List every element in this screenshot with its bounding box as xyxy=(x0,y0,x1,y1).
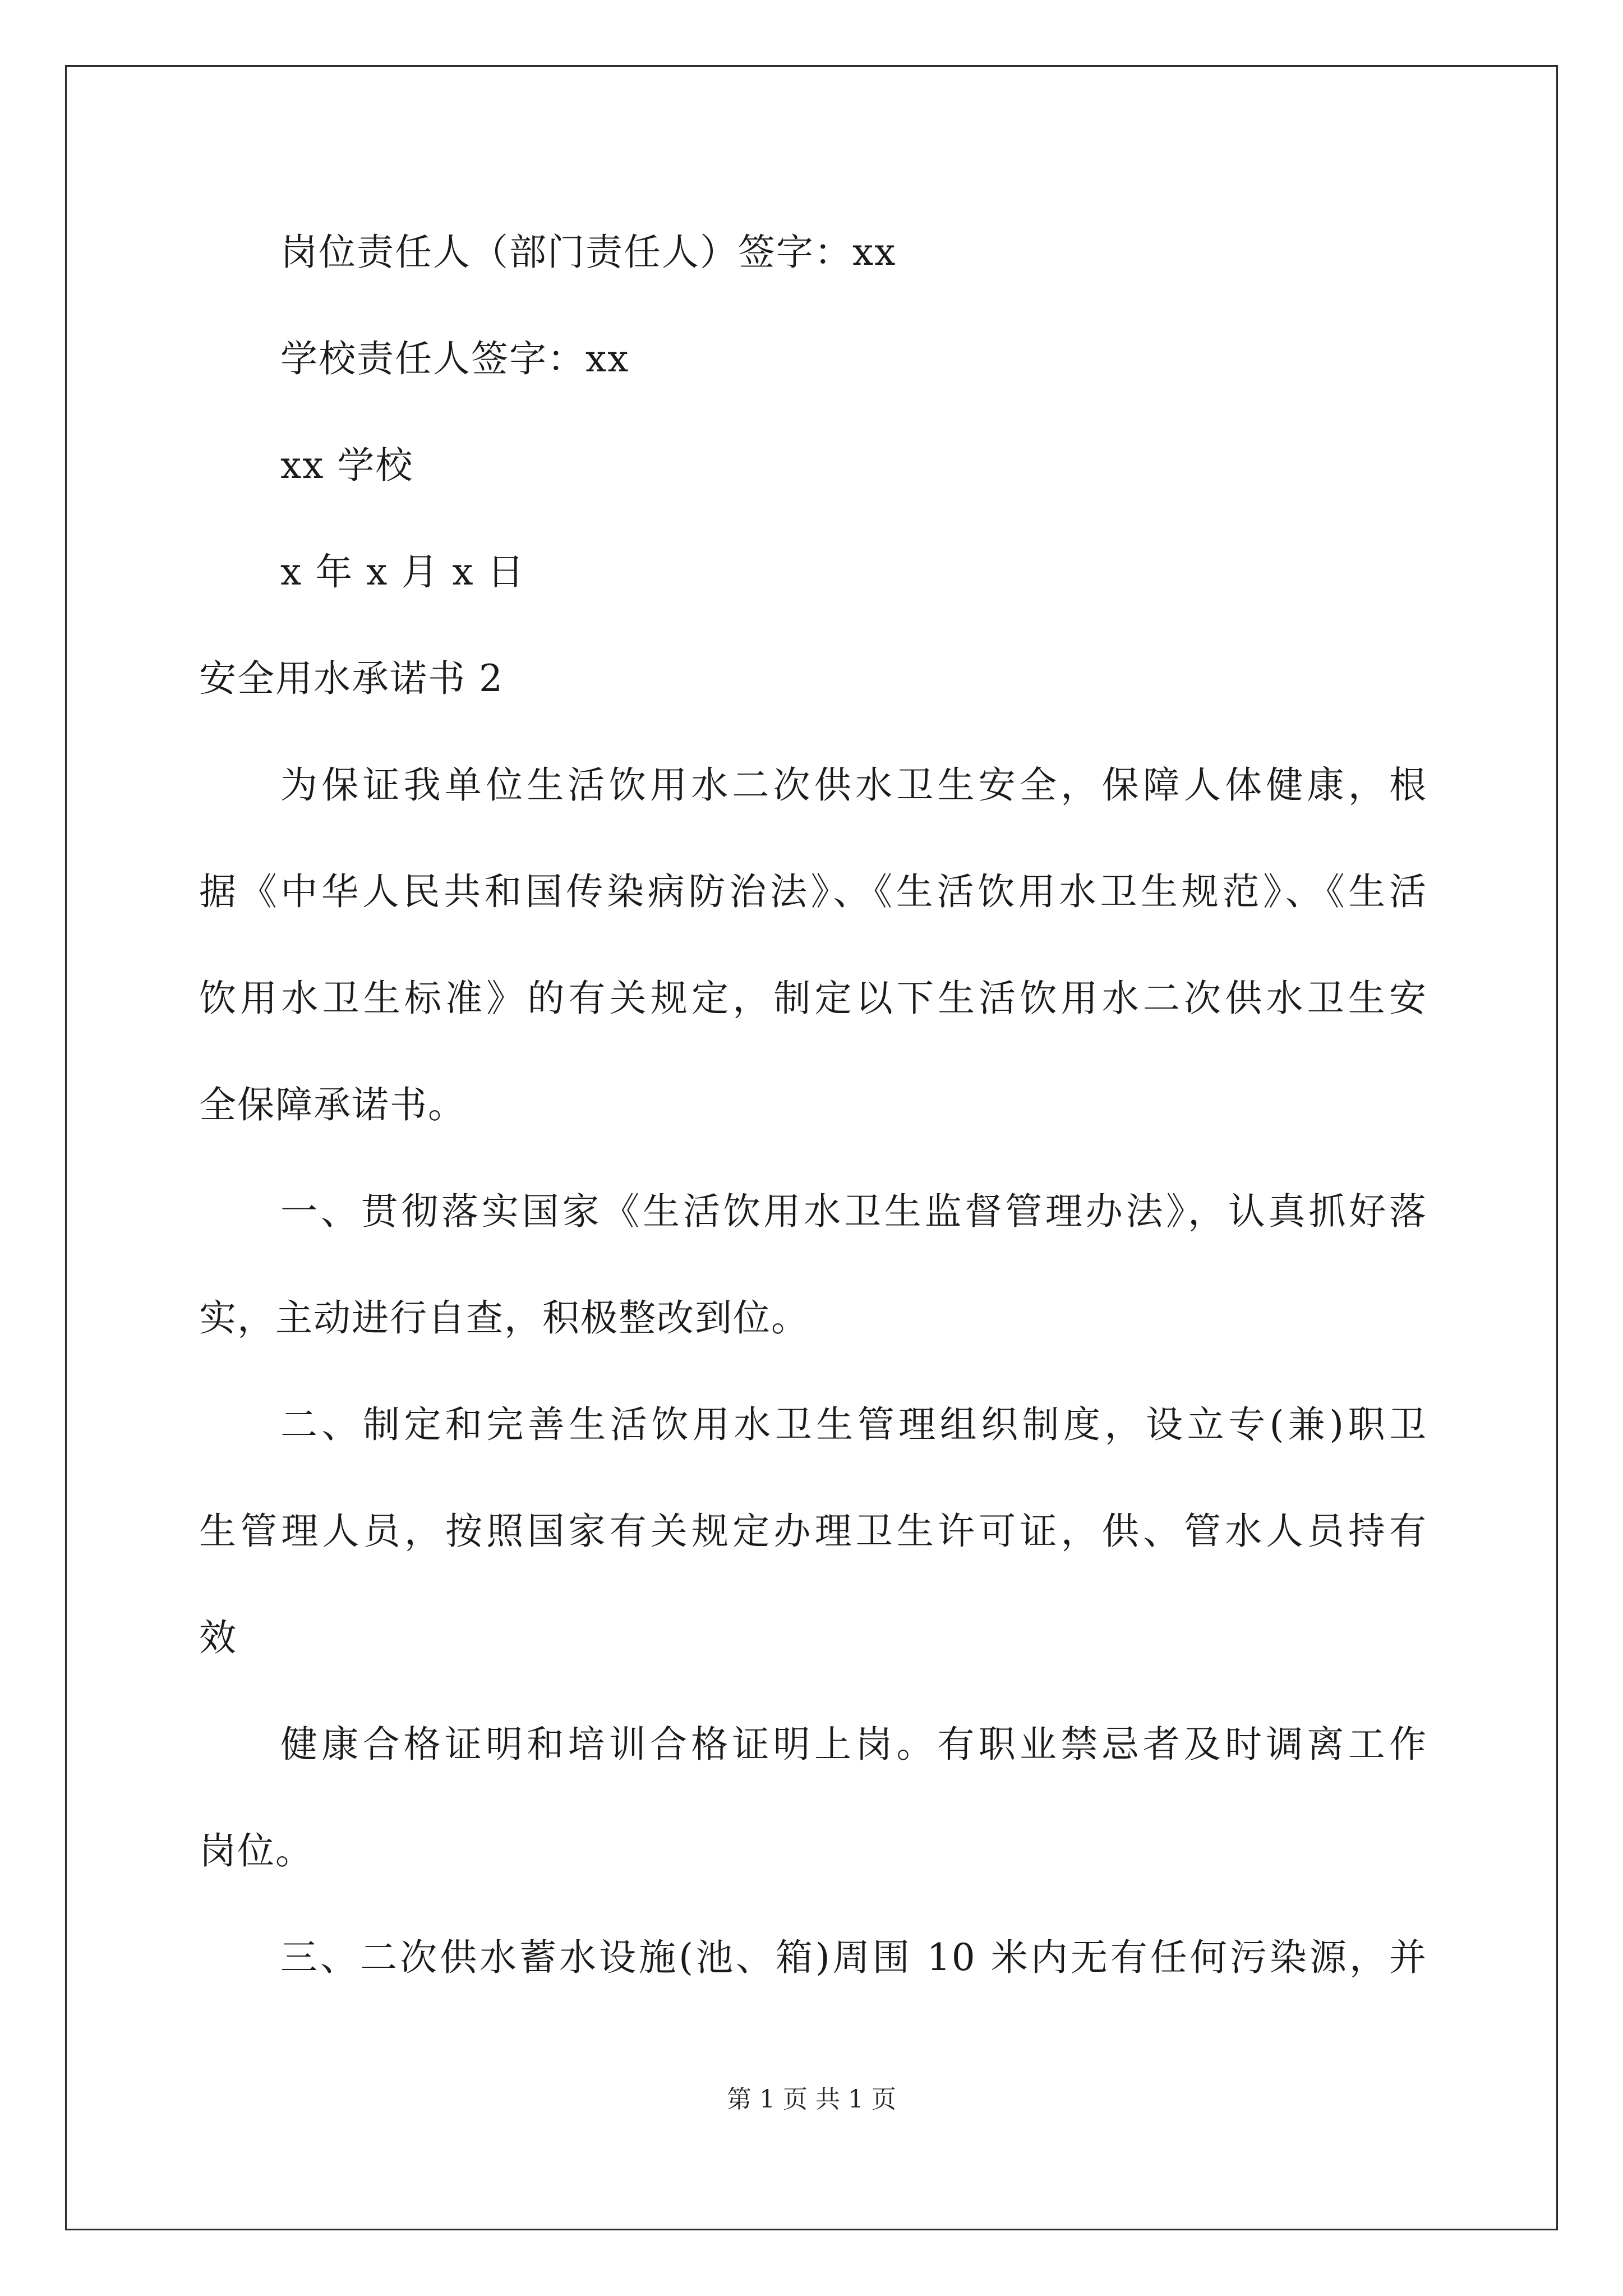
signature-school-responsible: 学校责任人签字：xx xyxy=(280,337,630,380)
paragraph-line: 全保障承诺书。 xyxy=(199,1083,466,1126)
paragraph-line: 健康合格证明和培训合格证明上岗。有职业禁忌者及时调离工作 xyxy=(280,1723,1427,1766)
signature-position-responsible: 岗位责任人（部门责任人）签字：xx xyxy=(280,231,897,274)
paragraph-line: 岗位。 xyxy=(199,1829,313,1872)
paragraph-line: 饮用水卫生标准》的有关规定，制定以下生活饮用水二次供水卫生安 xyxy=(199,977,1427,1020)
paragraph-line: 三、二次供水蓄水设施(池、箱)周围 10 米内无有任何污染源，并 xyxy=(280,1936,1427,1979)
date-line: x 年 x 月 x 日 xyxy=(280,550,525,593)
section-title: 安全用水承诺书 2 xyxy=(199,657,504,700)
paragraph-line: 效 xyxy=(199,1616,237,1659)
paragraph-line: 生管理人员，按照国家有关规定办理卫生许可证，供、管水人员持有 xyxy=(199,1510,1427,1553)
paragraph-line: 实，主动进行自查，积极整改到位。 xyxy=(199,1296,809,1340)
paragraph-line: 据《中华人民共和国传染病防治法》、《生活饮用水卫生规范》、《生活 xyxy=(199,870,1427,913)
paragraph-line: 二、制定和完善生活饮用水卫生管理组织制度，设立专(兼)职卫 xyxy=(280,1403,1427,1446)
page-border xyxy=(65,65,1558,2230)
paragraph-line: 一、贯彻落实国家《生活饮用水卫生监督管理办法》，认真抓好落 xyxy=(280,1190,1427,1233)
school-name: xx 学校 xyxy=(280,444,414,487)
page-footer: 第 1 页 共 1 页 xyxy=(727,2085,896,2114)
paragraph-line: 为保证我单位生活饮用水二次供水卫生安全，保障人体健康，根 xyxy=(280,763,1427,807)
